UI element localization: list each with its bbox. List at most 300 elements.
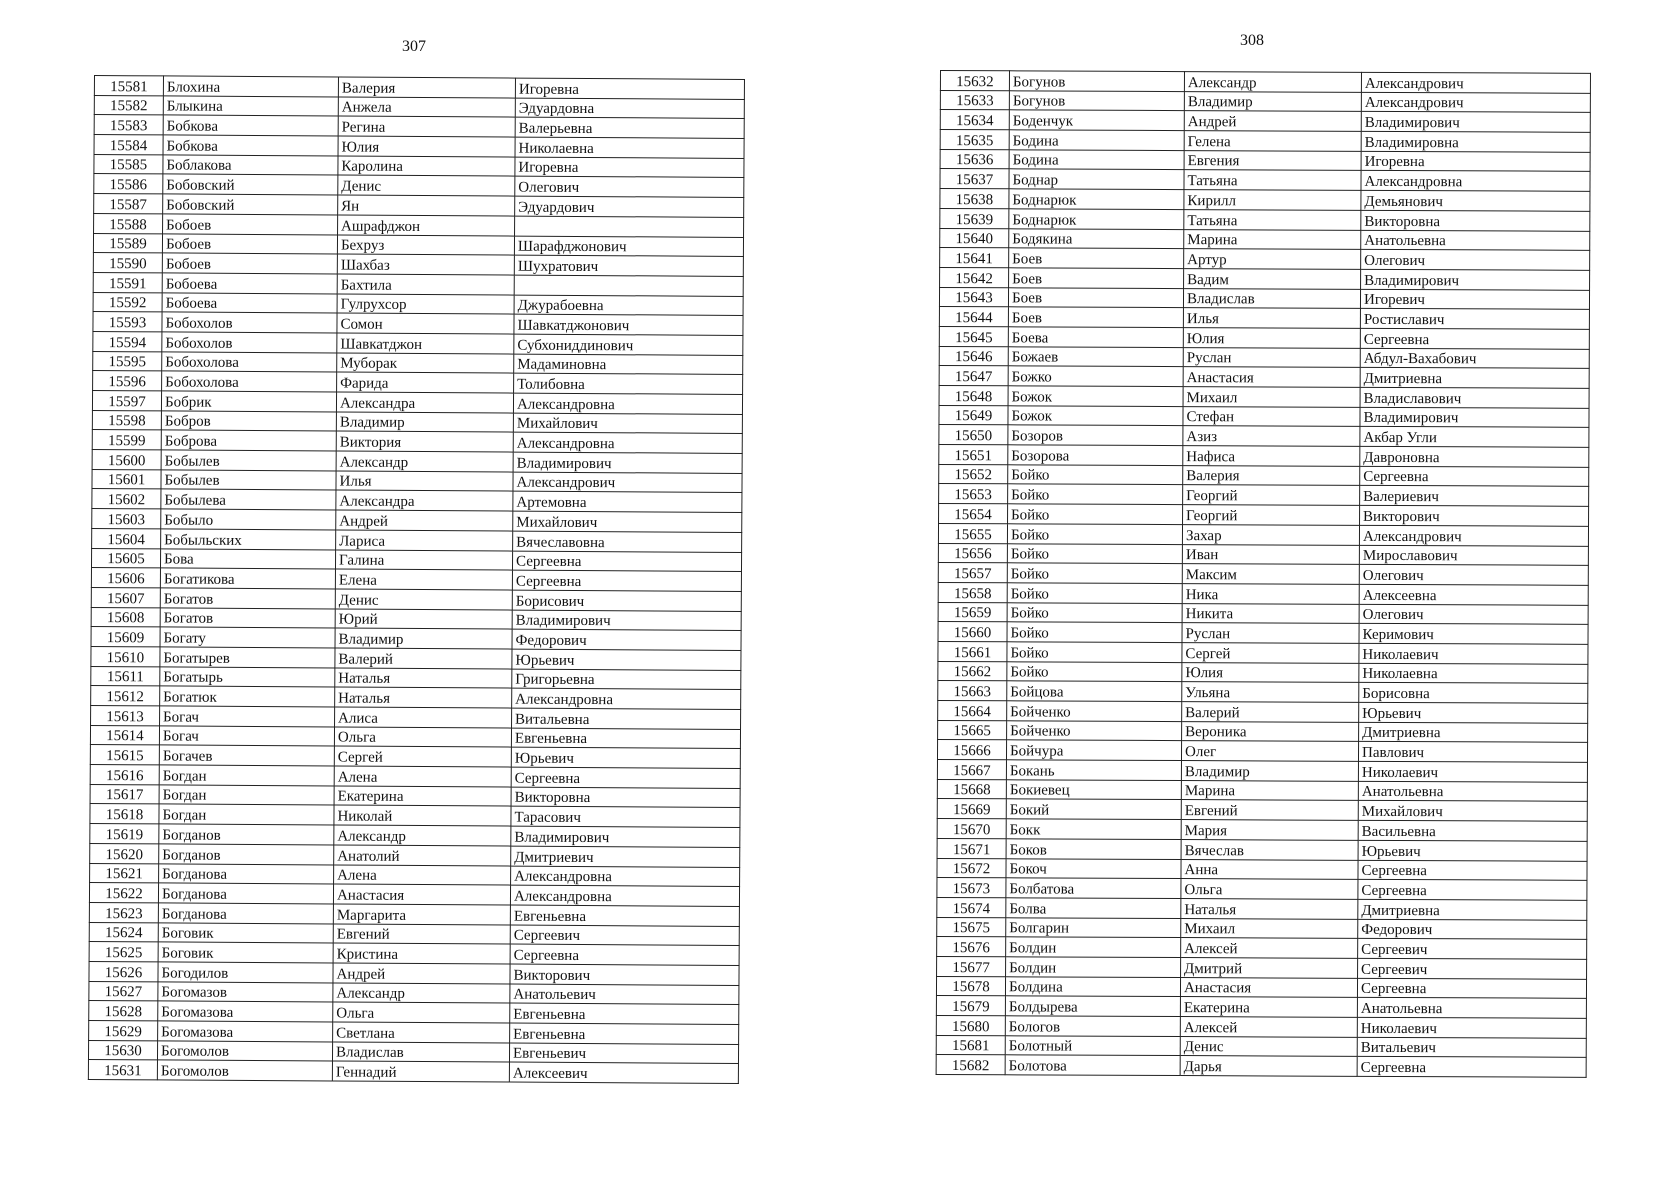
patronymic-cell: Евгеньевна xyxy=(511,728,740,749)
record-number-cell: 15617 xyxy=(90,784,159,804)
last-name-cell: Бойцова xyxy=(1007,681,1182,701)
record-number-cell: 15585 xyxy=(94,154,163,174)
first-name-cell: Кирилл xyxy=(1184,190,1361,210)
patronymic-cell: Федорович xyxy=(1358,919,1587,940)
first-name-cell: Артур xyxy=(1184,249,1361,269)
table-row xyxy=(937,956,1587,979)
record-number-cell: 15669 xyxy=(937,799,1006,819)
last-name-cell: Бобохолов xyxy=(162,312,337,333)
record-number-cell: 15614 xyxy=(90,725,159,745)
record-number-cell: 15611 xyxy=(91,666,160,686)
record-number-cell: 15670 xyxy=(937,819,1006,839)
first-name-cell: Бахтила xyxy=(337,274,514,295)
patronymic-cell: Юрьевич xyxy=(511,747,740,768)
record-number-cell: 15653 xyxy=(939,484,1008,504)
first-name-cell: Муборак xyxy=(337,353,514,374)
last-name-cell: Бобыльских xyxy=(161,529,336,550)
registry-table xyxy=(936,70,1591,1078)
table-row xyxy=(939,346,1589,369)
last-name-cell: Богач xyxy=(159,726,334,747)
last-name-cell: Болва xyxy=(1006,898,1181,918)
record-number-cell: 15647 xyxy=(939,366,1008,386)
last-name-cell: Болотный xyxy=(1005,1035,1180,1055)
last-name-cell: Бокиевец xyxy=(1006,780,1181,800)
last-name-cell: Богомазова xyxy=(158,1001,333,1022)
record-number-cell: 15666 xyxy=(937,740,1006,760)
first-name-cell: Лариса xyxy=(336,530,513,551)
first-name-cell: Денис xyxy=(338,175,515,196)
first-name-cell: Анастасия xyxy=(1180,977,1357,997)
last-name-cell: Бова xyxy=(160,548,335,569)
patronymic-cell: Керимович xyxy=(1359,624,1588,645)
first-name-cell: Владимир xyxy=(1181,761,1358,781)
record-number-cell: 15583 xyxy=(94,115,163,135)
patronymic-cell: Сергеевна xyxy=(512,570,741,591)
first-name-cell: Екатерина xyxy=(334,786,511,807)
last-name-cell: Бозоров xyxy=(1008,425,1183,445)
table-row xyxy=(936,996,1586,1019)
patronymic-cell: Артемовна xyxy=(513,492,742,513)
patronymic-cell: Евгеньевна xyxy=(510,1003,739,1024)
table-row xyxy=(936,976,1586,999)
patronymic-cell: Валериевич xyxy=(1360,486,1589,507)
first-name-cell: Татьяна xyxy=(1184,209,1361,229)
last-name-cell: Бобрик xyxy=(161,391,336,412)
record-number-cell: 15609 xyxy=(91,627,160,647)
record-number-cell: 15597 xyxy=(92,390,161,410)
left-page xyxy=(0,0,820,1200)
record-number-cell: 15654 xyxy=(939,504,1008,524)
record-number-cell: 15603 xyxy=(92,509,161,529)
patronymic-cell: Михайлович xyxy=(513,413,742,434)
table-row xyxy=(940,169,1590,192)
patronymic-cell: Николаевич xyxy=(1358,761,1587,782)
patronymic-cell: Мадаминовна xyxy=(514,354,743,375)
first-name-cell: Владимир xyxy=(335,628,512,649)
patronymic-cell: Михайлович xyxy=(1358,801,1587,822)
last-name-cell: Божок xyxy=(1008,405,1183,425)
first-name-cell: Илья xyxy=(1183,308,1360,328)
last-name-cell: Бодина xyxy=(1009,130,1184,150)
last-name-cell: Боев xyxy=(1008,307,1183,327)
last-name-cell: Боднарюк xyxy=(1009,189,1184,209)
last-name-cell: Бобовский xyxy=(163,194,338,215)
table-row xyxy=(938,602,1588,625)
patronymic-cell: Анатольевна xyxy=(1358,781,1587,802)
last-name-cell: Бобохолов xyxy=(162,332,337,353)
last-name-cell: Богомазов xyxy=(158,982,333,1003)
record-number-cell: 15589 xyxy=(93,233,162,253)
last-name-cell: Богомолов xyxy=(157,1060,332,1081)
first-name-cell: Нафиса xyxy=(1183,446,1360,466)
last-name-cell: Бобкова xyxy=(163,135,338,156)
patronymic-cell: Викторовна xyxy=(511,787,740,808)
last-name-cell: Блыкина xyxy=(163,96,338,117)
table-row xyxy=(937,838,1587,861)
record-number-cell: 15649 xyxy=(939,405,1008,425)
record-number-cell: 15664 xyxy=(938,700,1007,720)
last-name-cell: Богданова xyxy=(158,903,333,924)
record-number-cell: 15661 xyxy=(938,641,1007,661)
table-row xyxy=(939,287,1589,310)
page-number: 308 xyxy=(1240,32,1264,49)
patronymic-cell: Григорьевна xyxy=(512,669,741,690)
patronymic-cell: Владимирович xyxy=(1361,269,1590,290)
patronymic-cell: Игоревич xyxy=(1360,289,1589,310)
record-number-cell: 15593 xyxy=(93,312,162,332)
record-number-cell: 15620 xyxy=(90,843,159,863)
patronymic-cell: Николаевич xyxy=(1359,643,1588,664)
patronymic-cell: Викторович xyxy=(1360,505,1589,526)
patronymic-cell: Шарафджонович xyxy=(514,236,743,257)
first-name-cell: Анжела xyxy=(338,97,515,118)
table-row xyxy=(939,307,1589,330)
patronymic-cell: Николаевна xyxy=(1359,663,1588,684)
right-page xyxy=(840,0,1660,1200)
first-name-cell: Михаил xyxy=(1183,387,1360,407)
patronymic-cell: Владимирович xyxy=(513,452,742,473)
first-name-cell: Юрий xyxy=(335,609,512,630)
record-number-cell: 15642 xyxy=(940,267,1009,287)
first-name-cell: Наталья xyxy=(335,687,512,708)
table-row xyxy=(938,681,1588,704)
patronymic-cell: Олегович xyxy=(1359,565,1588,586)
record-number-cell: 15672 xyxy=(937,858,1006,878)
table-row xyxy=(938,720,1588,743)
last-name-cell: Бодина xyxy=(1009,150,1184,170)
patronymic-cell: Валерьевна xyxy=(515,117,744,138)
last-name-cell: Боев xyxy=(1008,287,1183,307)
patronymic-cell: Анатольевна xyxy=(1357,998,1586,1019)
patronymic-cell: Сергеевна xyxy=(1357,1057,1586,1078)
record-number-cell: 15618 xyxy=(90,804,159,824)
last-name-cell: Богомолов xyxy=(157,1041,332,1062)
record-number-cell: 15652 xyxy=(939,464,1008,484)
patronymic-cell: Сергеевич xyxy=(1358,958,1587,979)
patronymic-cell: Александровна xyxy=(510,885,739,906)
patronymic-cell: Евгеньевич xyxy=(509,1043,738,1064)
record-number-cell: 15623 xyxy=(89,902,158,922)
first-name-cell: Виктория xyxy=(336,431,513,452)
last-name-cell: Бокий xyxy=(1006,799,1181,819)
last-name-cell: Бобкова xyxy=(163,115,338,136)
table-row xyxy=(938,622,1588,645)
table-row xyxy=(940,90,1590,113)
last-name-cell: Болбатова xyxy=(1006,878,1181,898)
record-number-cell: 15673 xyxy=(937,878,1006,898)
patronymic-cell: Анатольевич xyxy=(510,984,739,1005)
patronymic-cell: Алексеевич xyxy=(509,1062,738,1083)
first-name-cell: Денис xyxy=(1180,1036,1357,1056)
last-name-cell: Богданов xyxy=(159,844,334,865)
patronymic-cell: Давроновна xyxy=(1360,446,1589,467)
first-name-cell: Каролина xyxy=(338,156,515,177)
patronymic-cell: Сергеевна xyxy=(1357,978,1586,999)
patronymic-cell: Александровна xyxy=(1361,171,1590,192)
record-number-cell: 15656 xyxy=(938,543,1007,563)
last-name-cell: Богатикова xyxy=(160,568,335,589)
last-name-cell: Боденчук xyxy=(1009,110,1184,130)
first-name-cell: Вячеслав xyxy=(1181,839,1358,859)
table-row xyxy=(938,661,1588,684)
first-name-cell: Елена xyxy=(335,569,512,590)
patronymic-cell: Александрович xyxy=(513,472,742,493)
patronymic-cell: Александровна xyxy=(513,432,742,453)
record-number-cell: 15601 xyxy=(92,469,161,489)
first-name-cell: Алексей xyxy=(1181,938,1358,958)
first-name-cell: Фарида xyxy=(337,372,514,393)
patronymic-cell: Владиславович xyxy=(1360,387,1589,408)
record-number-cell: 15599 xyxy=(92,430,161,450)
record-number-cell: 15586 xyxy=(94,174,163,194)
record-number-cell: 15662 xyxy=(938,661,1007,681)
patronymic-cell: Сергеевна xyxy=(512,551,741,572)
table-row xyxy=(938,523,1588,546)
last-name-cell: Бойчура xyxy=(1006,740,1181,760)
page-number: 307 xyxy=(402,38,426,55)
last-name-cell: Болдырева xyxy=(1005,996,1180,1016)
record-number-cell: 15655 xyxy=(938,523,1007,543)
patronymic-cell: Александрович xyxy=(1359,525,1588,546)
record-number-cell: 15587 xyxy=(94,194,163,214)
table-row xyxy=(938,582,1588,605)
last-name-cell: Бобоев xyxy=(162,233,337,254)
record-number-cell: 15667 xyxy=(937,760,1006,780)
last-name-cell: Боев xyxy=(1009,268,1184,288)
last-name-cell: Богатырев xyxy=(160,647,335,668)
last-name-cell: Бойко xyxy=(1007,622,1182,642)
record-number-cell: 15606 xyxy=(91,568,160,588)
record-number-cell: 15602 xyxy=(92,489,161,509)
table-row xyxy=(940,228,1590,251)
record-number-cell: 15595 xyxy=(93,351,162,371)
record-number-cell: 15648 xyxy=(939,385,1008,405)
last-name-cell: Боговик xyxy=(158,922,333,943)
patronymic-cell: Игоревна xyxy=(515,78,744,99)
patronymic-cell: Дмитриевна xyxy=(1358,899,1587,920)
first-name-cell: Александр xyxy=(1184,72,1361,92)
record-number-cell: 15607 xyxy=(91,587,160,607)
last-name-cell: Боева xyxy=(1008,327,1183,347)
last-name-cell: Богатов xyxy=(160,588,335,609)
first-name-cell: Анна xyxy=(1181,859,1358,879)
last-name-cell: Болдин xyxy=(1006,957,1181,977)
last-name-cell: Бойко xyxy=(1007,543,1182,563)
record-number-cell: 15619 xyxy=(90,824,159,844)
table-row xyxy=(940,248,1590,271)
record-number-cell: 15641 xyxy=(940,248,1009,268)
last-name-cell: Бобохолова xyxy=(162,352,337,373)
record-number-cell: 15644 xyxy=(939,307,1008,327)
record-number-cell: 15622 xyxy=(89,883,158,903)
record-number-cell: 15682 xyxy=(936,1055,1005,1075)
table-row xyxy=(937,858,1587,881)
record-number-cell: 15592 xyxy=(93,292,162,312)
first-name-cell: Геннадий xyxy=(332,1061,509,1082)
patronymic-cell: Эдуардович xyxy=(515,196,744,217)
last-name-cell: Бобылев xyxy=(161,450,336,471)
patronymic-cell: Сергеевна xyxy=(1360,466,1589,487)
last-name-cell: Бобоев xyxy=(163,214,338,235)
last-name-cell: Бойко xyxy=(1007,661,1182,681)
record-number-cell: 15657 xyxy=(938,563,1007,583)
first-name-cell: Маргарита xyxy=(333,904,510,925)
patronymic-cell: Сергеевна xyxy=(1358,880,1587,901)
patronymic-cell: Юрьевич xyxy=(1358,840,1587,861)
patronymic-cell: Дмитриевич xyxy=(511,846,740,867)
last-name-cell: Блохина xyxy=(163,76,338,97)
last-name-cell: Бобовский xyxy=(163,174,338,195)
last-name-cell: Богодилов xyxy=(158,962,333,983)
first-name-cell: Александр xyxy=(336,451,513,472)
table-row xyxy=(940,267,1590,290)
last-name-cell: Богач xyxy=(160,706,335,727)
last-name-cell: Бобров xyxy=(161,411,336,432)
record-number-cell: 15646 xyxy=(939,346,1008,366)
patronymic-cell: Владимирович xyxy=(1360,407,1589,428)
first-name-cell: Андрей xyxy=(333,963,510,984)
table-row xyxy=(937,819,1587,842)
first-name-cell: Валерия xyxy=(1183,465,1360,485)
last-name-cell: Бойко xyxy=(1007,583,1182,603)
first-name-cell: Георгий xyxy=(1183,505,1360,525)
last-name-cell: Бокк xyxy=(1006,819,1181,839)
first-name-cell: Алена xyxy=(334,864,511,885)
last-name-cell: Бойко xyxy=(1007,602,1182,622)
table-row xyxy=(939,504,1589,527)
last-name-cell: Бойченко xyxy=(1007,701,1182,721)
first-name-cell: Анастасия xyxy=(333,884,510,905)
last-name-cell: Бодякина xyxy=(1009,228,1184,248)
first-name-cell: Валерий xyxy=(1182,702,1359,722)
record-number-cell: 15660 xyxy=(938,622,1007,642)
record-number-cell: 15679 xyxy=(936,996,1005,1016)
first-name-cell: Георгий xyxy=(1183,485,1360,505)
first-name-cell: Илья xyxy=(336,471,513,492)
patronymic-cell: Юрьевич xyxy=(512,649,741,670)
table-row xyxy=(940,71,1590,94)
record-number-cell: 15632 xyxy=(940,71,1009,91)
table-row xyxy=(937,760,1587,783)
patronymic-cell: Александровна xyxy=(511,866,740,887)
last-name-cell: Болдина xyxy=(1005,976,1180,996)
record-number-cell: 15665 xyxy=(938,720,1007,740)
last-name-cell: Бокоч xyxy=(1006,858,1181,878)
record-number-cell: 15674 xyxy=(937,897,1006,917)
record-number-cell: 15625 xyxy=(89,942,158,962)
last-name-cell: Богатырь xyxy=(160,667,335,688)
record-number-cell: 15675 xyxy=(937,917,1006,937)
first-name-cell: Татьяна xyxy=(1184,170,1361,190)
patronymic-cell: Владимирович xyxy=(1361,112,1590,133)
record-number-cell: 15590 xyxy=(93,253,162,273)
patronymic-cell: Мирославович xyxy=(1359,545,1588,566)
record-number-cell: 15658 xyxy=(938,582,1007,602)
first-name-cell: Наталья xyxy=(1181,898,1358,918)
last-name-cell: Божок xyxy=(1008,386,1183,406)
first-name-cell: Марина xyxy=(1181,780,1358,800)
patronymic-cell: Витальевич xyxy=(1357,1037,1586,1058)
record-number-cell: 15624 xyxy=(89,922,158,942)
record-number-cell: 15613 xyxy=(91,705,160,725)
first-name-cell: Регина xyxy=(338,116,515,137)
table-row xyxy=(938,563,1588,586)
patronymic-cell: Толибовна xyxy=(514,373,743,394)
patronymic-cell: Олегович xyxy=(1361,250,1590,271)
first-name-cell: Кристина xyxy=(333,943,510,964)
last-name-cell: Бобыло xyxy=(161,509,336,530)
last-name-cell: Боблакова xyxy=(163,155,338,176)
record-number-cell: 15634 xyxy=(940,110,1009,130)
patronymic-cell: Борисович xyxy=(512,590,741,611)
first-name-cell: Владимир xyxy=(1184,91,1361,111)
first-name-cell: Алиса xyxy=(335,707,512,728)
first-name-cell: Шавкатджон xyxy=(337,333,514,354)
table-row xyxy=(937,779,1587,802)
patronymic-cell: Владимирович xyxy=(511,826,740,847)
patronymic-cell: Сергеевна xyxy=(511,767,740,788)
first-name-cell: Алексей xyxy=(1180,1017,1357,1037)
patronymic-cell: Ростиславич xyxy=(1360,309,1589,330)
record-number-cell: 15584 xyxy=(94,135,163,155)
first-name-cell: Мария xyxy=(1181,820,1358,840)
first-name-cell: Ольга xyxy=(1181,879,1358,899)
first-name-cell: Ольга xyxy=(334,727,511,748)
record-number-cell: 15635 xyxy=(940,130,1009,150)
record-number-cell: 15640 xyxy=(940,228,1009,248)
record-number-cell: 15663 xyxy=(938,681,1007,701)
first-name-cell: Николай xyxy=(334,805,511,826)
record-number-cell: 15610 xyxy=(91,646,160,666)
last-name-cell: Богданова xyxy=(158,883,333,904)
first-name-cell: Владислав xyxy=(1183,288,1360,308)
first-name-cell: Юлия xyxy=(1183,328,1360,348)
last-name-cell: Богачев xyxy=(159,745,334,766)
first-name-cell: Ашрафджон xyxy=(338,215,515,236)
record-number-cell: 15681 xyxy=(936,1035,1005,1055)
last-name-cell: Бойко xyxy=(1008,504,1183,524)
last-name-cell: Богунов xyxy=(1009,71,1184,91)
patronymic-cell: Эдуардовна xyxy=(515,98,744,119)
table-row xyxy=(940,189,1590,212)
last-name-cell: Бойко xyxy=(1007,563,1182,583)
record-number-cell: 15588 xyxy=(94,213,163,233)
patronymic-cell: Абдул-Вахабович xyxy=(1360,348,1589,369)
first-name-cell: Валерий xyxy=(335,648,512,669)
table-row xyxy=(937,740,1587,763)
patronymic-cell: Олегович xyxy=(1359,604,1588,625)
first-name-cell: Сергей xyxy=(1182,642,1359,662)
last-name-cell: Богату xyxy=(160,627,335,648)
patronymic-cell: Федорович xyxy=(512,629,741,650)
table-row xyxy=(939,484,1589,507)
first-name-cell: Александр xyxy=(333,983,510,1004)
last-name-cell: Боков xyxy=(1006,839,1181,859)
last-name-cell: Боев xyxy=(1009,248,1184,268)
last-name-cell: Бобоева xyxy=(162,292,337,313)
first-name-cell: Михаил xyxy=(1181,918,1358,938)
patronymic-cell: Тарасович xyxy=(511,806,740,827)
patronymic-cell: Сергеевна xyxy=(1358,860,1587,881)
first-name-cell: Владимир xyxy=(336,412,513,433)
first-name-cell: Александр xyxy=(334,825,511,846)
patronymic-cell: Олегович xyxy=(515,177,744,198)
patronymic-cell: Акбар Угли xyxy=(1360,427,1589,448)
patronymic-cell: Сергеевич xyxy=(1358,939,1587,960)
patronymic-cell: Николаевна xyxy=(515,137,744,158)
record-number-cell: 15626 xyxy=(89,961,158,981)
last-name-cell: Божаев xyxy=(1008,346,1183,366)
